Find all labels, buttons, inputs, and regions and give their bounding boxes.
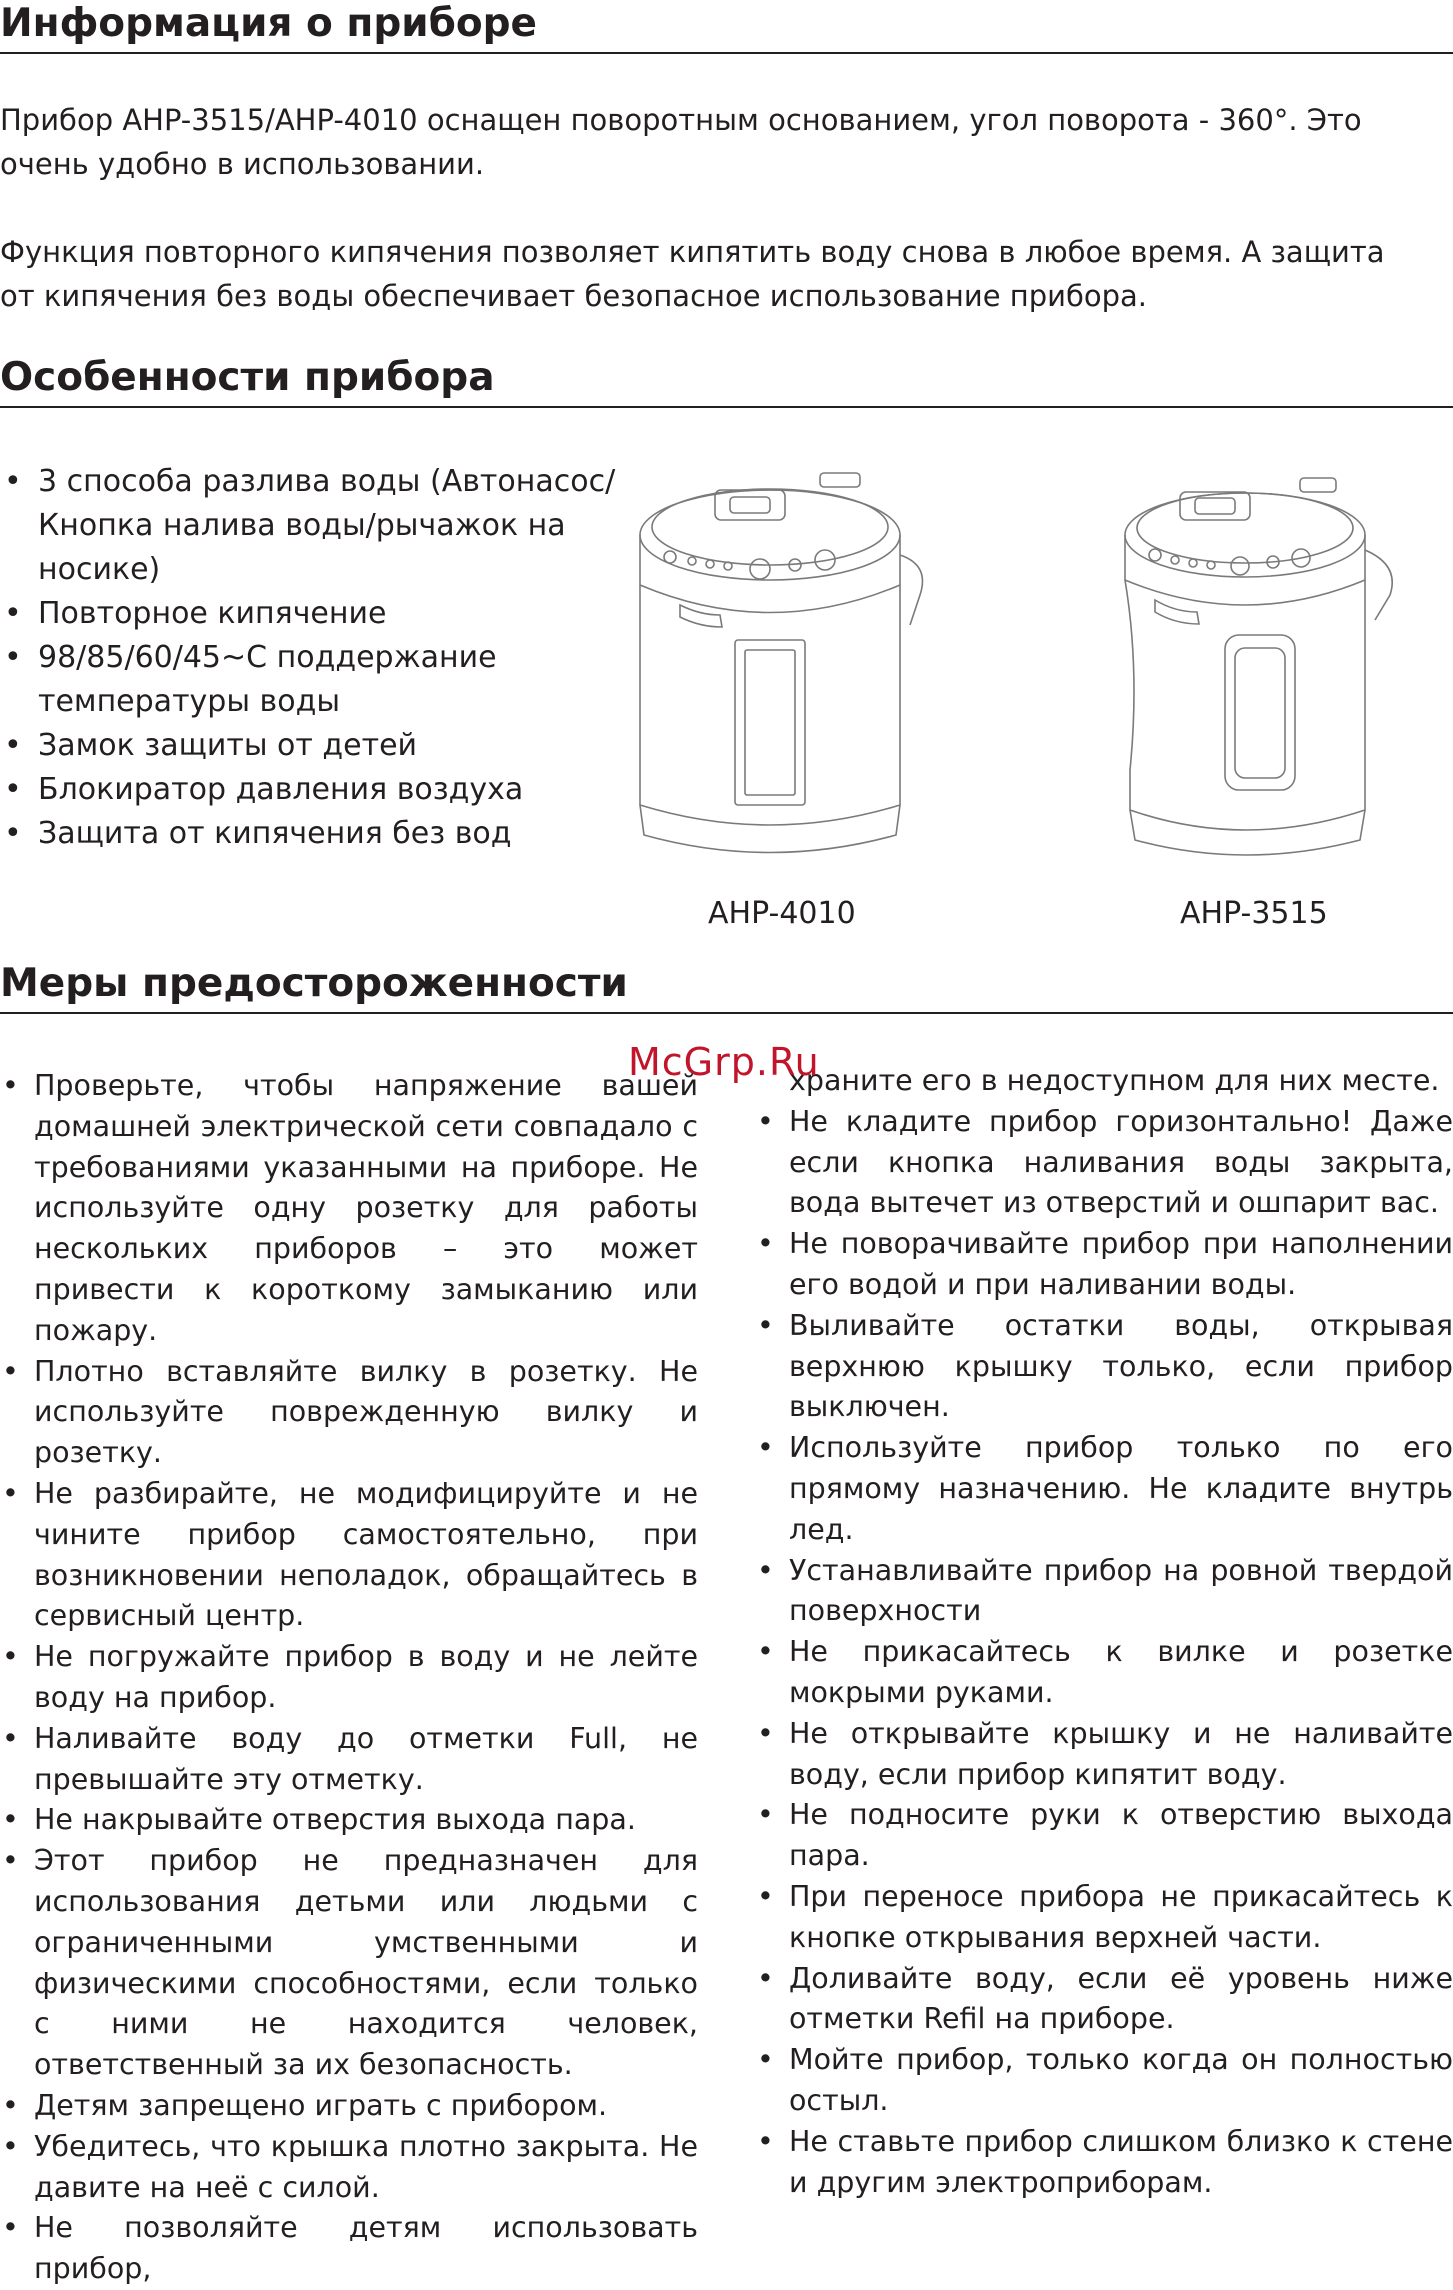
list-item: • Проверьте, чтобы напряжение вашей домашней электрической сети совпадало с требованиями указанными на приборе. Не используйте одну розетку для работы нескольких приборов – это может привести к короткому замыканию или пожару. xyxy=(0,1066,698,1352)
list-item: • Выливайте остатки воды, открывая верхнюю крышку только, если прибор выключен. xyxy=(755,1306,1453,1428)
list-item: • 3 способа разлива воды (Автонасос/Кнопка налива воды/рычажок на носике) xyxy=(0,460,620,592)
list-item: • При переносе прибора не прикасайтесь к кнопке открывания верхней части. xyxy=(755,1877,1453,1959)
list-item: • Не ставьте прибор слишком близко к стене и другим электроприборам. xyxy=(755,2122,1453,2204)
thermopot-ahp4010-illustration xyxy=(630,465,930,875)
list-item: • Не прикасайтесь к вилке и розетке мокрыми руками. xyxy=(755,1632,1453,1714)
list-item: • Наливайте воду до отметки Full, не превышайте эту отметку. xyxy=(0,1719,698,1801)
precautions-right-column xyxy=(755,1061,1453,2203)
info-paragraph-2: Функция повторного кипячения позволяет кипятить воду снова в любое время. А защита от кипячения без воды обеспечивает безопасное использование прибора. xyxy=(0,235,1385,313)
model-label-ahp4010: AHP-4010 xyxy=(708,896,856,931)
list-item: • Детям запрещено играть с прибором. xyxy=(0,2086,698,2127)
precautions-left-column xyxy=(0,1066,698,2290)
model-label-ahp3515: AHP-3515 xyxy=(1180,896,1328,931)
list-item: • Не поворачивайте прибор при наполнении его водой и при наливании воды. xyxy=(755,1224,1453,1306)
list-item: • Мойте прибор, только когда он полностью остыл. xyxy=(755,2040,1453,2122)
watermark: McGrp.Ru xyxy=(628,1040,820,1084)
list-item: • Не погружайте прибор в воду и не лейте воду на прибор. xyxy=(0,1637,698,1719)
list-item: • Используйте прибор только по его прямому назначению. Не кладите внутрь лед. xyxy=(755,1428,1453,1550)
section-title-info: Информация о приборе xyxy=(0,0,1453,54)
list-item: • Защита от кипячения без вод xyxy=(0,812,620,856)
list-item: • 98/85/60/45~С поддержание температуры воды xyxy=(0,636,620,724)
list-item: • Блокиратор давления воздуха xyxy=(0,768,620,812)
list-item: • Убедитесь, что крышка плотно закрыта. Не давите на неё с силой. xyxy=(0,2127,698,2209)
list-item: • Плотно вставляйте вилку в розетку. Не используйте поврежденную вилку и розетку. xyxy=(0,1352,698,1474)
list-item: • Устанавливайте прибор на ровной твердой поверхности xyxy=(755,1551,1453,1633)
list-item: • Не позволяйте детям использовать прибор, xyxy=(0,2208,698,2290)
list-item: • Не открывайте крышку и не наливайте воду, если прибор кипятит воду. xyxy=(755,1714,1453,1796)
list-item: • Замок защиты от детей xyxy=(0,724,620,768)
list-item: • Не кладите прибор горизонтально! Даже если кнопка наливания воды закрыта, вода вытечет из отверстий и ошпарит вас. xyxy=(755,1102,1453,1224)
list-item-continuation: храните его в недоступном для них месте. xyxy=(789,1064,1440,1097)
list-item: • Не подносите руки к отверстию выхода пара. xyxy=(755,1795,1453,1877)
list-item: • Этот прибор не предназначен для использования детьми или людьми с ограниченными умственными и физическими способностями, если только с ними не находится человек, ответственный за их безопасность. xyxy=(0,1841,698,2086)
features-list xyxy=(0,460,620,856)
info-paragraph-1: Прибор AHP-3515/AHP-4010 оснащен поворотным основанием, угол поворота - 360°. Это очень удобно в использовании. xyxy=(0,103,1362,181)
list-item: • Не накрывайте отверстия выхода пара. xyxy=(0,1800,698,1841)
list-item: • Доливайте воду, если её уровень ниже отметки Refil на приборе. xyxy=(755,1959,1453,2041)
section-title-features: Особенности прибора xyxy=(0,354,1453,408)
section-title-precautions: Меры предостороженности xyxy=(0,960,1453,1014)
thermopot-ahp3515-illustration xyxy=(1115,470,1415,870)
list-item: • Не разбирайте, не модифицируйте и не чините прибор самостоятельно, при возникновении неполадок, обращайтесь в сервисный центр. xyxy=(0,1474,698,1637)
list-item: • Повторное кипячение xyxy=(0,592,620,636)
